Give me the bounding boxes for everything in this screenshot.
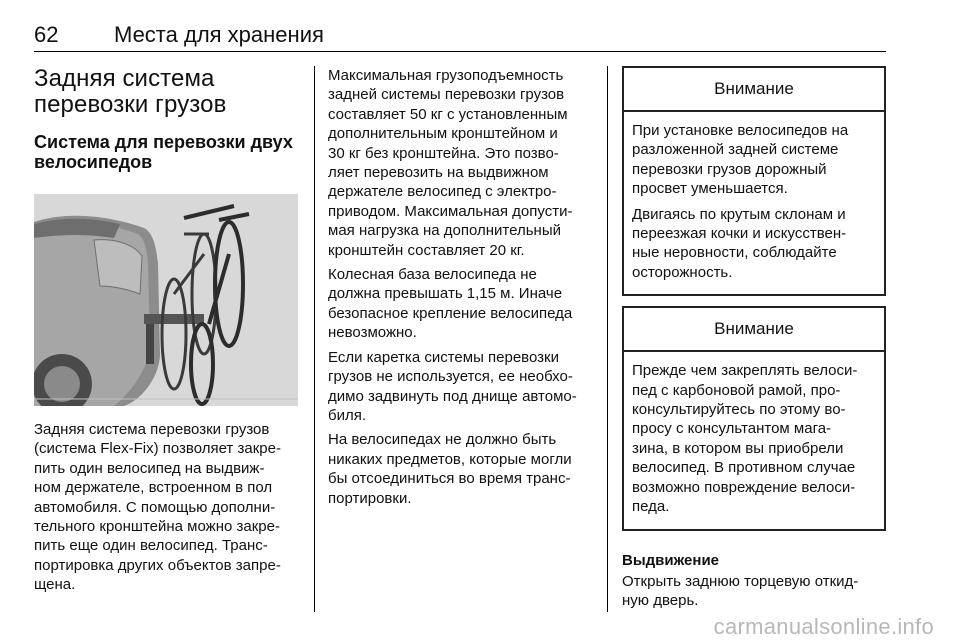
text-line: бы отсоединиться во время транс- [328,470,571,488]
warning-box-carbon-frame [622,306,886,530]
paragraph-carriage-stow [328,348,594,426]
text-line: ном держателе, встроенном в пол [34,479,273,497]
subsection-title-line: Система для перевозки двух [34,132,293,152]
column-middle [328,66,594,513]
text-line: (система Flex-Fix) позволяет закре- [34,440,281,458]
text-line: пед с карбоновой рамой, про- [632,381,841,399]
warning-paragraph [632,205,876,283]
text-line: возможно повреждение велоси- [632,478,856,496]
text-line: Прежде чем закреплять велоси- [632,362,858,380]
text-line: При установке велосипедов на [632,122,849,139]
text-line: педа. [632,498,670,516]
subsection-title-extend: Выдвижение [622,551,720,569]
page-number: 62 [34,22,59,47]
column-separator-right [607,66,608,612]
subsection-title [34,132,302,172]
paragraph-load-capacity [328,66,594,260]
text-line: Открыть заднюю торцевую откид- [622,572,859,590]
warning-title: Внимание [624,68,884,112]
warning-paragraph [632,121,876,199]
text-line: ную дверь. [622,591,699,609]
text-line: 30 кг без кронштейна. Это позво- [328,144,559,162]
text-line: приводом. Максимальная допусти- [328,202,573,220]
text-line: тельного кронштейна можно закре- [34,518,280,536]
paragraph-wheelbase [328,265,594,343]
text-line: биля. [328,406,367,424]
text-line: просвет уменьшается. [632,180,788,198]
text-line: автомобиля. С помощью дополни- [34,498,276,516]
page-header [34,22,886,52]
text-line: Задняя система перевозки грузов [34,421,270,438]
text-line: просу с консультантом мага- [632,420,832,438]
text-line: портировка других объектов запре- [34,556,281,574]
text-line: мая нагрузка на дополнительный [328,222,561,240]
text-line: Максимальная грузоподъемность [328,67,564,84]
text-line: Если каретка системы перевозки [328,348,559,366]
paragraph-loose-items [328,430,594,508]
subsection-title-line: велосипедов [34,152,153,172]
text-line: Колесная база велосипеда не [328,266,537,284]
column-separator-left [314,66,315,612]
text-line: зина, в котором вы приобрели [632,439,844,457]
column-left [34,66,302,600]
text-line: задней системы перевозки грузов [328,86,565,104]
paragraph-extend [622,572,886,611]
text-line: невозможно. [328,324,417,342]
caption-paragraph [34,420,302,595]
warning-body [624,352,884,528]
text-line: димо задвинуть под днище автомо- [328,387,577,405]
section-title-line: перевозки грузов [34,91,227,118]
text-line: должна превышать 1,15 м. Иначе [328,285,563,303]
text-line: дополнительным кронштейном и [328,125,558,143]
section-title-line: Задняя система [34,65,215,92]
text-line: На велосипедах не должно быть [328,431,557,449]
column-right [622,66,886,615]
warning-title: Внимание [624,308,884,352]
bike-carrier-illustration [34,194,298,406]
warning-body [624,112,884,294]
text-line: безопасное крепление велосипеда [328,304,573,322]
text-line: грузов не используется, ее необхо- [328,368,573,386]
text-line: разложенной задней системе [632,141,839,159]
text-line: осторожность. [632,263,733,281]
text-line: велосипед. В противном случае [632,459,856,477]
watermark: carmanualsonline.info [713,614,934,639]
text-line: пить один велосипед на выдвиж- [34,459,265,477]
chapter-title: Места для хранения [114,22,324,47]
text-line: щена. [34,576,76,594]
text-line: ные неровности, соблюдайте [632,244,837,262]
warning-paragraph [632,361,876,516]
text-line: держателе велосипед с электро- [328,183,557,201]
text-line: составляет 50 кг с установленным [328,105,568,123]
header-rule [34,51,886,52]
text-line: консультируйтесь по этому во- [632,401,846,419]
bike-carrier-drawing [34,194,298,406]
text-line: перевозки грузов дорожный [632,160,827,178]
text-line: никаких предметов, которые могли [328,450,572,468]
text-line: кронштейн составляет 20 кг. [328,241,525,259]
text-line: Двигаясь по крутым склонам и [632,205,846,223]
text-line: переезжая кочки и искусствен- [632,225,847,243]
section-title [34,66,302,118]
warning-box-ground-clearance [622,66,886,296]
text-line: пить еще один велосипед. Транс- [34,537,268,555]
text-line: ляет перевозить на выдвижном [328,164,549,182]
text-line: портировки. [328,489,412,507]
